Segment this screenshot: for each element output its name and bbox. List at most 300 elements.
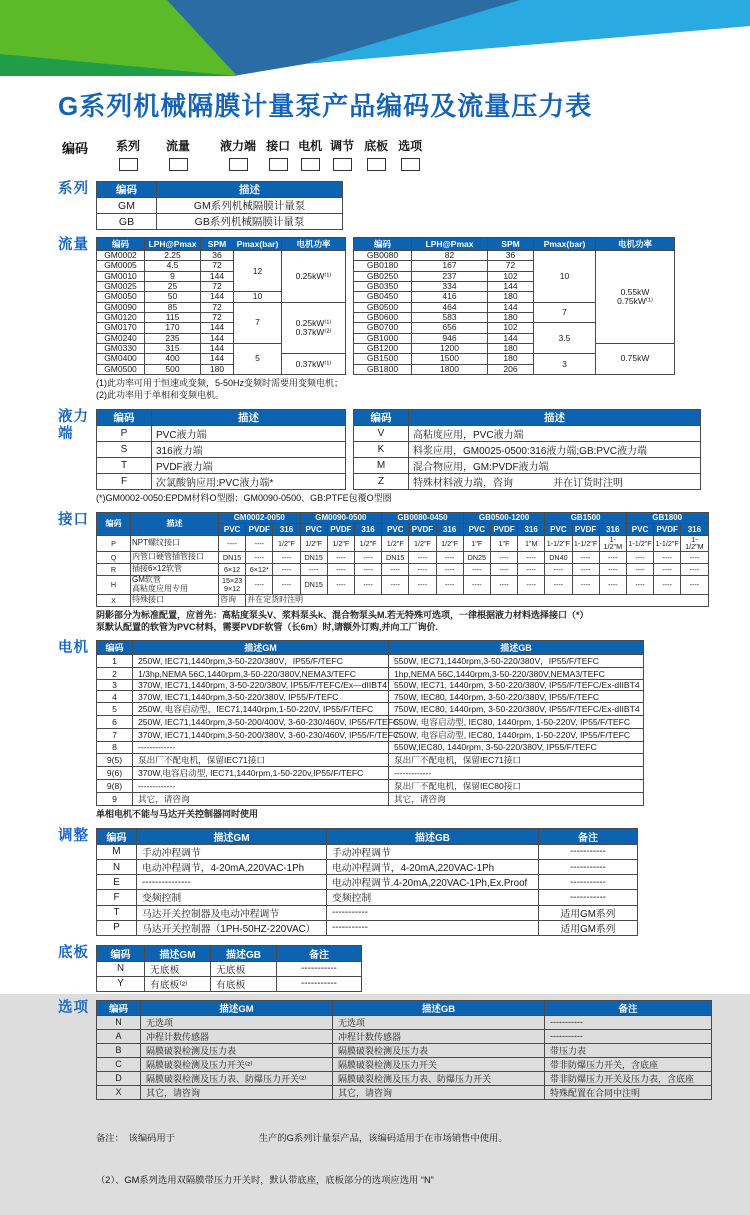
table-cell: 0.75kW xyxy=(596,344,675,375)
table-cell: 72 xyxy=(201,282,234,292)
coding-field-series xyxy=(116,137,140,171)
table-cell: ---- xyxy=(300,564,327,576)
table-body xyxy=(97,961,362,991)
table-row xyxy=(97,1029,712,1043)
table-cell: 144 xyxy=(488,333,534,343)
flow-gm-table xyxy=(96,237,346,375)
table-cell: 180 xyxy=(488,292,534,302)
page-title: G系列机械隔膜计量泵产品编码及流量压力表 xyxy=(58,91,593,121)
col-header: Pmax(bar) xyxy=(534,238,596,251)
table-row xyxy=(97,691,644,703)
col-header: 电机功率 xyxy=(596,238,675,251)
table-cell: 1-1/2"F xyxy=(545,535,572,552)
col-subheader: PVC xyxy=(300,524,327,536)
table-cell: DN15 xyxy=(300,576,327,595)
table-cell: ---- xyxy=(463,564,490,576)
col-subheader: 316 xyxy=(436,524,463,536)
table-cell: ---- xyxy=(382,564,409,576)
table-cell: 无底板 xyxy=(211,961,277,976)
table-cell: 马达开关控制器（1PH-50HZ-220VAC） xyxy=(137,920,327,935)
table-row xyxy=(354,458,701,474)
table-cell: K xyxy=(354,442,409,458)
coding-label: 编码 xyxy=(62,141,89,156)
table-cell: T xyxy=(97,458,152,474)
table-cell: 144 xyxy=(201,344,234,354)
table-cell: ---- xyxy=(436,552,463,564)
table-cell: ---- xyxy=(599,564,626,576)
table-cell: ---- xyxy=(246,576,273,595)
table-cell: 冲程计数传感器 xyxy=(141,1029,333,1043)
table-cell: 隔膜破裂检测及压力表 xyxy=(333,1043,545,1057)
table-cell: 2 xyxy=(97,668,133,680)
table-cell: 咨询 xyxy=(219,594,246,606)
table-cell: 72 xyxy=(488,261,534,271)
table-cell: GB0600 xyxy=(354,313,412,323)
table-cell: 144 xyxy=(488,282,534,292)
table-row xyxy=(97,1071,712,1085)
table-cell: ------------- xyxy=(133,742,389,754)
table-cell: 583 xyxy=(412,313,488,323)
table-cell: ---- xyxy=(219,535,246,552)
table-cell: 250W, IEC71,1440rpm,3-50-200/400V, 3-60-230/460V, IP55/F/TEFC xyxy=(133,716,389,729)
interface-note-2: 泵默认配置的软管为PVC材料，需要PVDF软管（长6m）时,请额外订购,并向工厂询价. xyxy=(96,622,439,633)
table-cell: ----------- xyxy=(539,859,638,874)
col-group-header: GM0002-0050 xyxy=(219,512,301,524)
col-header: 描述GB xyxy=(327,828,539,844)
col-group-header: GB1500 xyxy=(545,512,627,524)
table-head xyxy=(97,410,346,426)
table-cell: 12 xyxy=(234,251,282,292)
table-cell: 315 xyxy=(145,344,201,354)
table-head xyxy=(354,238,675,251)
table-cell: ---- xyxy=(354,564,381,576)
table-cell: 隔膜破裂检测及压力表、防爆压力开关 xyxy=(333,1071,545,1085)
table-row xyxy=(97,875,638,890)
table-row xyxy=(354,474,701,490)
table-cell: 1200 xyxy=(412,344,488,354)
table-cell: GB1200 xyxy=(354,344,412,354)
table-cell: ----------- xyxy=(327,920,539,935)
table-head xyxy=(97,512,709,535)
coding-field-motor xyxy=(298,137,322,171)
table-cell: GB系列机械隔膜计量泵 xyxy=(157,214,343,230)
flow-note-2: (2)此功率用于单相和变频电机。 xyxy=(96,390,225,401)
footer-note-1: 备注： 该编码用于 生产的G系列计量泵产品，该编码适用于在市场销售中使用。 xyxy=(96,1132,508,1143)
table-cell: ---- xyxy=(436,564,463,576)
table-cell: R xyxy=(97,564,131,576)
table-cell: 25 xyxy=(145,282,201,292)
table-cell: 内管口硬管插管接口 xyxy=(131,552,219,564)
table-cell: 变频控制 xyxy=(327,890,539,905)
table-cell: 370W, IEC71,1440rpm,3-50-200/380V, 3-60-230/460V, IP55/F/TEFC xyxy=(133,729,389,742)
section-label-flow: 流量 xyxy=(58,237,89,253)
col-subheader: 316 xyxy=(354,524,381,536)
table-cell: 泵出厂不配电机，保留IEC71接口 xyxy=(133,753,389,766)
motor-table xyxy=(96,640,644,805)
col-subheader: 316 xyxy=(273,524,300,536)
table-cell: 102 xyxy=(488,271,534,281)
table-cell: N xyxy=(97,1015,141,1029)
table-head xyxy=(97,182,343,198)
table-cell: 1/2"F xyxy=(436,535,463,552)
table-cell: 1800 xyxy=(412,364,488,374)
table-cell: 9(5) xyxy=(97,753,133,766)
col-header: 编码 xyxy=(97,238,145,251)
table-row xyxy=(97,742,644,754)
table-cell: 144 xyxy=(201,354,234,364)
table-cell: GB0700 xyxy=(354,323,412,333)
col-header: 描述GB xyxy=(211,945,277,961)
table-cell: GM0170 xyxy=(97,323,145,333)
table-cell: ---- xyxy=(463,576,490,595)
table-cell: ---- xyxy=(246,535,273,552)
table-cell: 带压力表 xyxy=(545,1043,712,1057)
col-header: 描述GM xyxy=(137,828,327,844)
table-head xyxy=(97,238,346,251)
table-cell: 206 xyxy=(488,364,534,374)
table-cell: 料浆应用，GM0025-0500:316液力端;GB:PVC液力端 xyxy=(409,442,701,458)
table-cell: 带非防爆压力开关，含底座 xyxy=(545,1057,712,1071)
coding-row xyxy=(0,123,750,171)
table-cell: 有底板 xyxy=(211,976,277,991)
table-cell: ---- xyxy=(246,552,273,564)
table-cell: 混合物应用，GM:PVDF液力端 xyxy=(409,458,701,474)
section-label-options: 选项 xyxy=(58,999,89,1016)
table-cell: GB0180 xyxy=(354,261,412,271)
table-cell: ---- xyxy=(409,564,436,576)
table-cell: 3.5 xyxy=(534,323,596,354)
table-cell: 237 xyxy=(412,271,488,281)
table-cell: H xyxy=(97,576,131,595)
options-table xyxy=(96,1000,712,1100)
table-cell: 4 xyxy=(97,691,133,703)
table-cell: 5 xyxy=(234,344,282,375)
table-cell: 180 xyxy=(488,313,534,323)
table-cell: 无选项 xyxy=(333,1015,545,1029)
table-cell: DN15 xyxy=(300,552,327,564)
table-cell: 变频控制 xyxy=(137,890,327,905)
table-cell: ----------- xyxy=(539,890,638,905)
table-cell: 9(8) xyxy=(97,779,133,792)
table-cell: 946 xyxy=(412,333,488,343)
table-cell: ---- xyxy=(572,564,599,576)
section-base xyxy=(0,945,750,992)
table-body xyxy=(97,655,644,805)
section-label-base: 底板 xyxy=(58,944,89,961)
table-cell: ----------- xyxy=(327,905,539,920)
table-cell: 1hp,NEMA 56C,1440rpm,3-50-220/380V,NEMA3/TEFC xyxy=(389,668,644,680)
table-cell: 1/2"F xyxy=(382,535,409,552)
table-cell: ---- xyxy=(490,552,517,564)
col-header: 描述GB xyxy=(333,1000,545,1015)
table-cell: 带非防爆压力开关及压力表，含底座 xyxy=(545,1071,712,1085)
table-cell: 15×23 9×12 xyxy=(219,576,246,595)
table-cell: ----------- xyxy=(277,976,362,991)
table-body xyxy=(97,251,346,375)
table-cell: ---- xyxy=(382,576,409,595)
table-cell: V xyxy=(354,426,409,442)
section-interface xyxy=(0,512,750,634)
table-cell: 334 xyxy=(412,282,488,292)
table-cell: ---- xyxy=(327,576,354,595)
table-cell: 隔膜破裂检测及压力开关⁽²⁾ xyxy=(141,1057,333,1071)
col-header: 描述 xyxy=(152,410,346,426)
table-row xyxy=(97,655,644,668)
table-cell: NPT螺纹接口 xyxy=(131,535,219,552)
table-cell: 无底板 xyxy=(145,961,211,976)
table-cell: 180 xyxy=(488,344,534,354)
col-subheader: 316 xyxy=(599,524,626,536)
hydraulic-note: (*)GM0002-0050:EPDM材料O型圈；GM0090-0500、GB:PTFE包覆O型圈 xyxy=(96,493,392,504)
table-cell: M xyxy=(97,844,137,859)
table-cell: ---- xyxy=(626,576,653,595)
table-cell: 250W, IEC71,1440rpm,3-50-220/380V，IP55/F/TEFC xyxy=(133,655,389,668)
table-cell: 144 xyxy=(201,292,234,302)
table-cell: 9(6) xyxy=(97,766,133,779)
table-body xyxy=(97,1015,712,1099)
table-cell: GM0002 xyxy=(97,251,145,261)
table-cell: 4.5 xyxy=(145,261,201,271)
table-cell: 72 xyxy=(201,313,234,323)
table-cell: 464 xyxy=(412,302,488,312)
adjust-table xyxy=(96,828,638,936)
section-adjust xyxy=(0,828,750,936)
table-cell: DN40 xyxy=(545,552,572,564)
table-cell: P xyxy=(97,426,152,442)
table-cell: ---- xyxy=(409,576,436,595)
table-cell: 电动冲程调节，4-20mA,220VAC-1Ph xyxy=(137,859,327,874)
table-body xyxy=(97,535,709,606)
col-header: SPM xyxy=(488,238,534,251)
table-cell: ---- xyxy=(327,564,354,576)
table-cell: 特殊材料液力端，咨询 并在订货时注明 xyxy=(409,474,701,490)
col-subheader: PVC xyxy=(382,524,409,536)
table-cell: 1-1/2"M xyxy=(599,535,626,552)
col-subheader: PVC xyxy=(463,524,490,536)
coding-field-options xyxy=(398,137,422,171)
table-row xyxy=(97,920,638,935)
table-cell: 370W, IEC71,1440rpm, 3-50-220/380V, IP55/F/TEFC/Ex—dIIBT4 xyxy=(133,679,389,691)
table-row xyxy=(354,442,701,458)
table-cell: ----------- xyxy=(545,1029,712,1043)
table-cell: 特殊配置在合同中注明 xyxy=(545,1085,712,1099)
code-box xyxy=(301,158,320,171)
col-header: 备注 xyxy=(277,945,362,961)
table-cell: 72 xyxy=(201,302,234,312)
table-cell: 115 xyxy=(145,313,201,323)
table-cell: A xyxy=(97,1029,141,1043)
table-cell: ---- xyxy=(436,576,463,595)
table-cell: ---- xyxy=(654,564,681,576)
table-cell: 6×12* xyxy=(246,564,273,576)
table-cell: DN25 xyxy=(463,552,490,564)
table-cell: 180 xyxy=(488,354,534,364)
hydraulic-right-table xyxy=(353,409,701,490)
table-cell: P xyxy=(97,535,131,552)
section-flow xyxy=(0,237,750,401)
table-cell: 1500 xyxy=(412,354,488,364)
table-body xyxy=(97,844,638,935)
table-head xyxy=(354,410,701,426)
col-header: 编码 xyxy=(97,945,145,961)
table-cell: ---- xyxy=(654,576,681,595)
table-cell: 316液力端 xyxy=(152,442,346,458)
table-cell: X xyxy=(97,1085,141,1099)
footer-notes xyxy=(0,1104,750,1215)
section-label-interface: 接口 xyxy=(58,511,89,528)
table-head xyxy=(97,945,362,961)
hydraulic-left-table xyxy=(96,409,346,490)
table-cell: 7 xyxy=(534,302,596,323)
table-row xyxy=(97,729,644,742)
table-cell: 144 xyxy=(201,271,234,281)
table-cell: ---- xyxy=(681,552,708,564)
table-cell: PVDF液力端 xyxy=(152,458,346,474)
coding-field-label: 电机 xyxy=(298,139,323,153)
table-row xyxy=(354,251,675,261)
table-cell: 6×12 xyxy=(219,564,246,576)
table-cell: 144 xyxy=(488,302,534,312)
col-header: 编码 xyxy=(97,1000,141,1015)
table-row xyxy=(354,426,701,442)
table-cell: ---- xyxy=(409,552,436,564)
coding-field-hydraulic xyxy=(220,137,256,171)
code-box xyxy=(229,158,248,171)
table-row xyxy=(97,766,644,779)
table-cell: Z xyxy=(354,474,409,490)
table-cell: ---- xyxy=(599,576,626,595)
table-cell: 550W, 电容启动型, IEC80, 1440rpm, 1-50-220V, IP55/F/TEFC xyxy=(389,716,644,729)
section-label-series: 系列 xyxy=(58,181,89,197)
col-subheader: 316 xyxy=(518,524,545,536)
col-header: 编码 xyxy=(354,238,412,251)
table-cell: 1"M xyxy=(518,535,545,552)
table-cell: ---- xyxy=(545,564,572,576)
table-cell: GB0080 xyxy=(354,251,412,261)
table-row xyxy=(97,564,709,576)
table-cell: ---- xyxy=(490,564,517,576)
section-hydraulic xyxy=(0,409,750,504)
coding-field-label: 接口 xyxy=(266,139,291,153)
table-cell: 550W, IEC71, 1440rpm, 3-50-220/380V, IP55/F/TEFC/Ex-dIIBT4 xyxy=(389,679,644,691)
table-row xyxy=(97,251,346,261)
table-cell: GM0025 xyxy=(97,282,145,292)
table-cell: 102 xyxy=(488,323,534,333)
table-cell: 500 xyxy=(145,364,201,374)
table-row xyxy=(97,679,644,691)
table-cell: 手动冲程调节 xyxy=(327,844,539,859)
col-header: 备注 xyxy=(539,828,638,844)
table-head xyxy=(97,1000,712,1015)
coding-field-adjust xyxy=(330,137,354,171)
table-cell: 550W, IEC71,1440rpm,3-50-220/380V，IP55/F/TEFC xyxy=(389,655,644,668)
table-row xyxy=(97,905,638,920)
table-cell: 0.25kW⁽¹⁾ 0.37kW⁽²⁾ xyxy=(282,302,346,354)
table-cell: GB xyxy=(97,214,157,230)
table-row xyxy=(97,779,644,792)
table-cell: ----------- xyxy=(277,961,362,976)
table-cell: N xyxy=(97,961,145,976)
table-head xyxy=(97,641,644,655)
table-cell: GB1500 xyxy=(354,354,412,364)
table-row xyxy=(97,426,346,442)
table-cell: GB1000 xyxy=(354,333,412,343)
table-cell: 370W,电容启动型, IEC71,1440rpm,1-50-220v,IP55/F/TEFC xyxy=(133,766,389,779)
col-header: 编码 xyxy=(354,410,409,426)
table-cell: 36 xyxy=(488,251,534,261)
code-box xyxy=(401,158,420,171)
table-cell: 2.25 xyxy=(145,251,201,261)
col-header: 描述 xyxy=(409,410,701,426)
table-cell: P xyxy=(97,920,137,935)
table-cell: 144 xyxy=(201,333,234,343)
table-row xyxy=(354,344,675,354)
table-row xyxy=(97,753,644,766)
table-cell: ---- xyxy=(545,576,572,595)
table-cell: 插接6×12软管 xyxy=(131,564,219,576)
table-cell: ---- xyxy=(327,552,354,564)
table-cell: GM0010 xyxy=(97,271,145,281)
col-header: 描述GM xyxy=(141,1000,333,1015)
table-cell: 并在定货时注明 xyxy=(246,594,708,606)
table-cell: E xyxy=(97,875,137,890)
table-cell: 550W,IEC80, 1440rpm, 3-50-220/380V, IP55/F/TEFC xyxy=(389,742,644,754)
table-cell: M xyxy=(354,458,409,474)
flow-note-1: (1)此功率可用于恒速或变频，5-50Hz变频时需要用变频电机； xyxy=(96,378,344,389)
coding-field-label: 液力端 xyxy=(220,139,257,153)
table-cell: Y xyxy=(97,976,145,991)
table-cell: 1/2"F xyxy=(327,535,354,552)
table-cell: 马达开关控制器及电动冲程调节 xyxy=(137,905,327,920)
table-head xyxy=(97,828,638,844)
table-cell: GM0500 xyxy=(97,364,145,374)
table-cell: 1-1/2"F xyxy=(572,535,599,552)
table-cell: 400 xyxy=(145,354,201,364)
table-cell: 416 xyxy=(412,292,488,302)
col-header: 编码 xyxy=(97,410,152,426)
section-motor xyxy=(0,640,750,820)
coding-field-label: 调节 xyxy=(330,139,355,153)
table-cell: 9 xyxy=(145,271,201,281)
table-cell: 6 xyxy=(97,716,133,729)
table-cell: 5 xyxy=(97,703,133,716)
table-cell: GB0450 xyxy=(354,292,412,302)
table-cell: 冲程计数传感器 xyxy=(333,1029,545,1043)
table-row xyxy=(97,594,709,606)
table-row xyxy=(97,1015,712,1029)
table-cell: 3 xyxy=(534,354,596,375)
table-cell: 750W, 电容启动型, IEC80, 1440rpm, 1-50-220V, IP55/F/TEFC xyxy=(389,729,644,742)
col-group-header: GB0080-0450 xyxy=(382,512,464,524)
table-cell: 1/2"F xyxy=(409,535,436,552)
table-cell: 高粘度应用，PVC液力端 xyxy=(409,426,701,442)
table-row xyxy=(97,458,346,474)
table-cell: GM0090 xyxy=(97,302,145,312)
table-cell: 85 xyxy=(145,302,201,312)
col-group-header: GB0500-1200 xyxy=(463,512,545,524)
table-cell: 电动冲程调节.4-20mA,220VAC-1Ph,Ex.Proof xyxy=(327,875,539,890)
table-cell: 隔膜破裂检测及压力表 xyxy=(141,1043,333,1057)
table-body xyxy=(354,251,675,375)
table-cell: GB1800 xyxy=(354,364,412,374)
col-header: 电机功率 xyxy=(282,238,346,251)
table-cell: 0.55kW 0.75kW⁽¹⁾ xyxy=(596,251,675,344)
coding-field-interface xyxy=(266,137,290,171)
table-cell: ---- xyxy=(626,564,653,576)
table-cell: ----------- xyxy=(545,1015,712,1029)
table-cell: 10 xyxy=(234,292,282,302)
col-subheader: PVC xyxy=(219,524,246,536)
